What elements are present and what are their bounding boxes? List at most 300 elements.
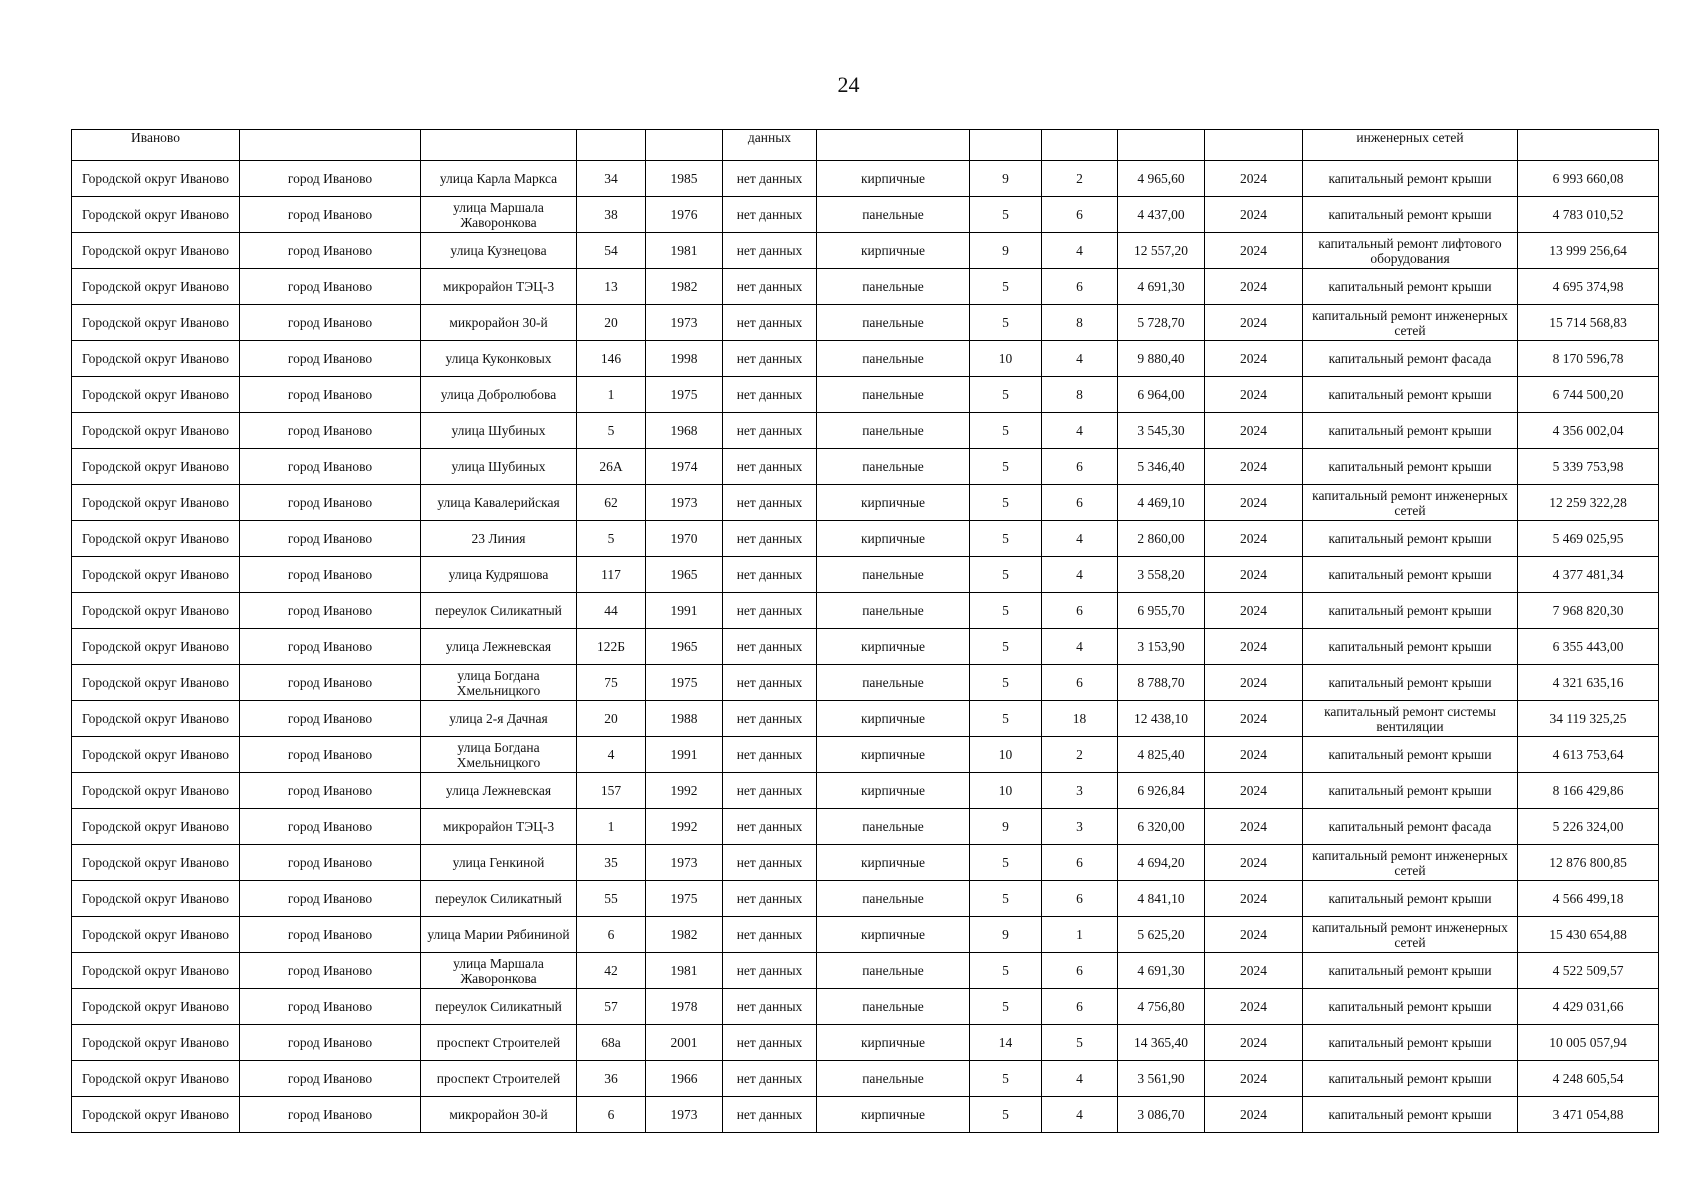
cell-commissioning-year: нет данных bbox=[723, 521, 817, 557]
cell-build-year: 1976 bbox=[646, 197, 723, 233]
cell-house-number: 44 bbox=[577, 593, 646, 629]
cell-entrances: 5 bbox=[1042, 1025, 1118, 1061]
cell-repair-type: капитальный ремонт крыши bbox=[1303, 521, 1518, 557]
cell-commissioning-year: нет данных bbox=[723, 773, 817, 809]
cell-repair-cost bbox=[1518, 130, 1659, 161]
cell-repair-cost: 4 783 010,52 bbox=[1518, 197, 1659, 233]
cell-total-area: 4 965,60 bbox=[1118, 161, 1205, 197]
cell-build-year: 1998 bbox=[646, 341, 723, 377]
cell-repair-cost: 15 714 568,83 bbox=[1518, 305, 1659, 341]
cell-build-year: 1992 bbox=[646, 809, 723, 845]
cell-build-year: 1978 bbox=[646, 989, 723, 1025]
table-row bbox=[72, 1097, 1659, 1133]
cell-street: улица Куконковых bbox=[421, 341, 577, 377]
cell-repair-year: 2024 bbox=[1205, 1061, 1303, 1097]
cell-municipality: Городской округ Иваново bbox=[72, 953, 240, 989]
cell-entrances: 4 bbox=[1042, 629, 1118, 665]
cell-total-area: 4 469,10 bbox=[1118, 485, 1205, 521]
cell-house-number: 117 bbox=[577, 557, 646, 593]
cell-total-area: 5 625,20 bbox=[1118, 917, 1205, 953]
cell-municipality: Городской округ Иваново bbox=[72, 737, 240, 773]
cell-floors: 5 bbox=[970, 845, 1042, 881]
cell-settlement: город Иваново bbox=[240, 953, 421, 989]
cell-entrances: 4 bbox=[1042, 1061, 1118, 1097]
cell-settlement: город Иваново bbox=[240, 737, 421, 773]
cell-commissioning-year: нет данных bbox=[723, 989, 817, 1025]
cell-street: микрорайон ТЭЦ-3 bbox=[421, 269, 577, 305]
cell-municipality: Городской округ Иваново bbox=[72, 593, 240, 629]
cell-municipality: Городской округ Иваново bbox=[72, 845, 240, 881]
cell-floors: 5 bbox=[970, 1097, 1042, 1133]
table-row bbox=[72, 881, 1659, 917]
cell-municipality: Городской округ Иваново bbox=[72, 413, 240, 449]
cell-commissioning-year: нет данных bbox=[723, 233, 817, 269]
cell-floors: 5 bbox=[970, 629, 1042, 665]
cell-total-area: 3 153,90 bbox=[1118, 629, 1205, 665]
cell-wall-material: кирпичные bbox=[817, 233, 970, 269]
cell-repair-year: 2024 bbox=[1205, 1097, 1303, 1133]
table-row bbox=[72, 1061, 1659, 1097]
cell-build-year: 1973 bbox=[646, 305, 723, 341]
cell-floors: 5 bbox=[970, 1061, 1042, 1097]
cell-house-number: 20 bbox=[577, 305, 646, 341]
table-row bbox=[72, 485, 1659, 521]
cell-repair-year: 2024 bbox=[1205, 593, 1303, 629]
cell-total-area: 4 437,00 bbox=[1118, 197, 1205, 233]
cell-repair-cost: 5 339 753,98 bbox=[1518, 449, 1659, 485]
cell-house-number: 55 bbox=[577, 881, 646, 917]
cell-floors: 10 bbox=[970, 773, 1042, 809]
cell-entrances: 6 bbox=[1042, 881, 1118, 917]
cell-total-area: 14 365,40 bbox=[1118, 1025, 1205, 1061]
cell-repair-type: капитальный ремонт крыши bbox=[1303, 665, 1518, 701]
cell-repair-cost: 4 321 635,16 bbox=[1518, 665, 1659, 701]
cell-repair-year: 2024 bbox=[1205, 449, 1303, 485]
cell-house-number: 5 bbox=[577, 413, 646, 449]
cell-house-number: 62 bbox=[577, 485, 646, 521]
cell-street: улица 2-я Дачная bbox=[421, 701, 577, 737]
cell-repair-cost: 12 259 322,28 bbox=[1518, 485, 1659, 521]
cell-house-number: 5 bbox=[577, 521, 646, 557]
cell-repair-year: 2024 bbox=[1205, 377, 1303, 413]
cell-street: улица Кузнецова bbox=[421, 233, 577, 269]
cell-repair-type: капитальный ремонт инженерных сетей bbox=[1303, 305, 1518, 341]
table-row bbox=[72, 521, 1659, 557]
cell-municipality: Городской округ Иваново bbox=[72, 305, 240, 341]
table-row bbox=[72, 377, 1659, 413]
cell-entrances bbox=[1042, 130, 1118, 161]
table-row bbox=[72, 449, 1659, 485]
cell-wall-material: кирпичные bbox=[817, 1025, 970, 1061]
cell-repair-type: капитальный ремонт фасада bbox=[1303, 341, 1518, 377]
cell-build-year: 1975 bbox=[646, 881, 723, 917]
cell-repair-cost: 7 968 820,30 bbox=[1518, 593, 1659, 629]
cell-repair-type: инженерных сетей bbox=[1303, 130, 1518, 161]
cell-floors: 9 bbox=[970, 917, 1042, 953]
cell-municipality: Городской округ Иваново bbox=[72, 665, 240, 701]
table-row bbox=[72, 773, 1659, 809]
table-body bbox=[72, 130, 1659, 1133]
cell-street: улица Кудряшова bbox=[421, 557, 577, 593]
cell-commissioning-year: нет данных bbox=[723, 413, 817, 449]
cell-entrances: 6 bbox=[1042, 953, 1118, 989]
cell-wall-material: панельные bbox=[817, 449, 970, 485]
cell-repair-type: капитальный ремонт инженерных сетей bbox=[1303, 917, 1518, 953]
cell-commissioning-year: нет данных bbox=[723, 197, 817, 233]
cell-commissioning-year: нет данных bbox=[723, 557, 817, 593]
table-row-continued bbox=[72, 130, 1659, 161]
cell-municipality: Городской округ Иваново bbox=[72, 1061, 240, 1097]
cell-commissioning-year: нет данных bbox=[723, 809, 817, 845]
cell-wall-material: кирпичные bbox=[817, 773, 970, 809]
cell-municipality: Городской округ Иваново bbox=[72, 1025, 240, 1061]
cell-build-year: 1974 bbox=[646, 449, 723, 485]
page-number: 24 bbox=[837, 72, 860, 97]
cell-build-year: 1965 bbox=[646, 557, 723, 593]
cell-repair-cost: 4 613 753,64 bbox=[1518, 737, 1659, 773]
cell-municipality: Городской округ Иваново bbox=[72, 233, 240, 269]
cell-entrances: 6 bbox=[1042, 665, 1118, 701]
cell-repair-type: капитальный ремонт крыши bbox=[1303, 1097, 1518, 1133]
cell-repair-year: 2024 bbox=[1205, 773, 1303, 809]
cell-repair-cost: 15 430 654,88 bbox=[1518, 917, 1659, 953]
cell-street: улица Добролюбова bbox=[421, 377, 577, 413]
cell-commissioning-year: нет данных bbox=[723, 593, 817, 629]
cell-floors: 5 bbox=[970, 593, 1042, 629]
cell-commissioning-year: нет данных bbox=[723, 485, 817, 521]
cell-settlement: город Иваново bbox=[240, 701, 421, 737]
cell-commissioning-year: данных bbox=[723, 130, 817, 161]
cell-floors: 5 bbox=[970, 485, 1042, 521]
table-row bbox=[72, 665, 1659, 701]
cell-repair-year: 2024 bbox=[1205, 413, 1303, 449]
cell-repair-type: капитальный ремонт крыши bbox=[1303, 1061, 1518, 1097]
cell-floors: 5 bbox=[970, 305, 1042, 341]
cell-repair-year: 2024 bbox=[1205, 1025, 1303, 1061]
cell-street: 23 Линия bbox=[421, 521, 577, 557]
cell-house-number: 57 bbox=[577, 989, 646, 1025]
cell-repair-cost: 34 119 325,25 bbox=[1518, 701, 1659, 737]
cell-house-number: 38 bbox=[577, 197, 646, 233]
cell-repair-type: капитальный ремонт крыши bbox=[1303, 881, 1518, 917]
cell-municipality: Городской округ Иваново bbox=[72, 269, 240, 305]
cell-commissioning-year: нет данных bbox=[723, 665, 817, 701]
cell-settlement: город Иваново bbox=[240, 413, 421, 449]
cell-municipality: Городской округ Иваново bbox=[72, 161, 240, 197]
cell-total-area: 4 691,30 bbox=[1118, 269, 1205, 305]
table-row bbox=[72, 989, 1659, 1025]
cell-build-year: 1985 bbox=[646, 161, 723, 197]
table-row bbox=[72, 845, 1659, 881]
cell-settlement: город Иваново bbox=[240, 269, 421, 305]
cell-repair-type: капитальный ремонт крыши bbox=[1303, 737, 1518, 773]
cell-repair-year: 2024 bbox=[1205, 953, 1303, 989]
cell-repair-year: 2024 bbox=[1205, 629, 1303, 665]
cell-build-year: 1973 bbox=[646, 845, 723, 881]
cell-entrances: 18 bbox=[1042, 701, 1118, 737]
cell-settlement: город Иваново bbox=[240, 1061, 421, 1097]
cell-repair-cost: 10 005 057,94 bbox=[1518, 1025, 1659, 1061]
cell-build-year: 1981 bbox=[646, 233, 723, 269]
cell-house-number: 42 bbox=[577, 953, 646, 989]
cell-repair-year: 2024 bbox=[1205, 701, 1303, 737]
cell-settlement: город Иваново bbox=[240, 1097, 421, 1133]
cell-repair-cost: 3 471 054,88 bbox=[1518, 1097, 1659, 1133]
cell-house-number: 34 bbox=[577, 161, 646, 197]
cell-repair-year: 2024 bbox=[1205, 989, 1303, 1025]
cell-total-area: 3 086,70 bbox=[1118, 1097, 1205, 1133]
cell-wall-material: панельные bbox=[817, 341, 970, 377]
cell-floors: 5 bbox=[970, 665, 1042, 701]
cell-entrances: 4 bbox=[1042, 521, 1118, 557]
table-row bbox=[72, 629, 1659, 665]
cell-build-year: 1965 bbox=[646, 629, 723, 665]
cell-build-year: 2001 bbox=[646, 1025, 723, 1061]
cell-street: улица Генкиной bbox=[421, 845, 577, 881]
cell-street: проспект Строителей bbox=[421, 1025, 577, 1061]
cell-municipality: Иваново bbox=[72, 130, 240, 161]
cell-settlement: город Иваново bbox=[240, 989, 421, 1025]
cell-commissioning-year: нет данных bbox=[723, 377, 817, 413]
cell-entrances: 6 bbox=[1042, 845, 1118, 881]
cell-municipality: Городской округ Иваново bbox=[72, 521, 240, 557]
cell-total-area: 3 558,20 bbox=[1118, 557, 1205, 593]
cell-settlement: город Иваново bbox=[240, 845, 421, 881]
cell-house-number: 36 bbox=[577, 1061, 646, 1097]
cell-floors: 10 bbox=[970, 737, 1042, 773]
cell-total-area: 6 926,84 bbox=[1118, 773, 1205, 809]
cell-repair-year: 2024 bbox=[1205, 809, 1303, 845]
cell-floors: 5 bbox=[970, 521, 1042, 557]
cell-repair-type: капитальный ремонт крыши bbox=[1303, 377, 1518, 413]
cell-street: микрорайон 30-й bbox=[421, 1097, 577, 1133]
cell-repair-cost: 4 695 374,98 bbox=[1518, 269, 1659, 305]
cell-house-number: 68а bbox=[577, 1025, 646, 1061]
cell-total-area: 12 438,10 bbox=[1118, 701, 1205, 737]
cell-total-area: 2 860,00 bbox=[1118, 521, 1205, 557]
cell-repair-cost: 8 170 596,78 bbox=[1518, 341, 1659, 377]
cell-settlement: город Иваново bbox=[240, 917, 421, 953]
cell-municipality: Городской округ Иваново bbox=[72, 197, 240, 233]
cell-entrances: 4 bbox=[1042, 557, 1118, 593]
cell-municipality: Городской округ Иваново bbox=[72, 629, 240, 665]
cell-wall-material: панельные bbox=[817, 413, 970, 449]
cell-build-year: 1991 bbox=[646, 737, 723, 773]
cell-repair-type: капитальный ремонт крыши bbox=[1303, 449, 1518, 485]
cell-build-year: 1982 bbox=[646, 269, 723, 305]
cell-commissioning-year: нет данных bbox=[723, 1097, 817, 1133]
table-row bbox=[72, 737, 1659, 773]
cell-street: улица Маршала Жаворонкова bbox=[421, 197, 577, 233]
cell-build-year: 1975 bbox=[646, 377, 723, 413]
cell-total-area bbox=[1118, 130, 1205, 161]
cell-wall-material: панельные bbox=[817, 665, 970, 701]
cell-repair-year: 2024 bbox=[1205, 521, 1303, 557]
cell-municipality: Городской округ Иваново bbox=[72, 377, 240, 413]
cell-street: улица Богдана Хмельницкого bbox=[421, 737, 577, 773]
cell-floors: 5 bbox=[970, 701, 1042, 737]
cell-floors: 14 bbox=[970, 1025, 1042, 1061]
cell-wall-material: панельные bbox=[817, 809, 970, 845]
cell-repair-cost: 4 248 605,54 bbox=[1518, 1061, 1659, 1097]
cell-house-number: 35 bbox=[577, 845, 646, 881]
cell-floors: 5 bbox=[970, 377, 1042, 413]
cell-wall-material: кирпичные bbox=[817, 1097, 970, 1133]
cell-repair-type: капитальный ремонт крыши bbox=[1303, 413, 1518, 449]
cell-street: улица Богдана Хмельницкого bbox=[421, 665, 577, 701]
cell-repair-cost: 8 166 429,86 bbox=[1518, 773, 1659, 809]
cell-repair-cost: 4 566 499,18 bbox=[1518, 881, 1659, 917]
housing-repair-table bbox=[71, 129, 1659, 1133]
cell-street: переулок Силикатный bbox=[421, 989, 577, 1025]
cell-total-area: 3 561,90 bbox=[1118, 1061, 1205, 1097]
table-row bbox=[72, 701, 1659, 737]
cell-wall-material: панельные bbox=[817, 305, 970, 341]
cell-repair-year: 2024 bbox=[1205, 233, 1303, 269]
cell-settlement: город Иваново bbox=[240, 233, 421, 269]
cell-wall-material: панельные bbox=[817, 557, 970, 593]
cell-municipality: Городской округ Иваново bbox=[72, 1097, 240, 1133]
cell-entrances: 1 bbox=[1042, 917, 1118, 953]
cell-wall-material: панельные bbox=[817, 989, 970, 1025]
cell-repair-year: 2024 bbox=[1205, 269, 1303, 305]
cell-entrances: 6 bbox=[1042, 989, 1118, 1025]
cell-wall-material: кирпичные bbox=[817, 629, 970, 665]
cell-street: переулок Силикатный bbox=[421, 881, 577, 917]
cell-municipality: Городской округ Иваново bbox=[72, 809, 240, 845]
cell-repair-type: капитальный ремонт крыши bbox=[1303, 629, 1518, 665]
cell-total-area: 4 691,30 bbox=[1118, 953, 1205, 989]
cell-house-number: 122Б bbox=[577, 629, 646, 665]
cell-total-area: 8 788,70 bbox=[1118, 665, 1205, 701]
cell-commissioning-year: нет данных bbox=[723, 737, 817, 773]
cell-wall-material: кирпичные bbox=[817, 737, 970, 773]
cell-wall-material: панельные bbox=[817, 1061, 970, 1097]
table-row bbox=[72, 341, 1659, 377]
cell-settlement bbox=[240, 130, 421, 161]
cell-floors: 5 bbox=[970, 269, 1042, 305]
cell-entrances: 8 bbox=[1042, 305, 1118, 341]
cell-street: улица Кавалерийская bbox=[421, 485, 577, 521]
cell-municipality: Городской округ Иваново bbox=[72, 449, 240, 485]
cell-build-year: 1966 bbox=[646, 1061, 723, 1097]
cell-commissioning-year: нет данных bbox=[723, 881, 817, 917]
cell-entrances: 6 bbox=[1042, 197, 1118, 233]
cell-entrances: 6 bbox=[1042, 449, 1118, 485]
cell-repair-type: капитальный ремонт крыши bbox=[1303, 269, 1518, 305]
cell-repair-type: капитальный ремонт крыши bbox=[1303, 1025, 1518, 1061]
cell-build-year bbox=[646, 130, 723, 161]
cell-house-number: 146 bbox=[577, 341, 646, 377]
cell-settlement: город Иваново bbox=[240, 161, 421, 197]
cell-wall-material: панельные bbox=[817, 269, 970, 305]
cell-house-number: 54 bbox=[577, 233, 646, 269]
cell-build-year: 1970 bbox=[646, 521, 723, 557]
table-row bbox=[72, 917, 1659, 953]
cell-entrances: 3 bbox=[1042, 773, 1118, 809]
cell-street: микрорайон ТЭЦ-3 bbox=[421, 809, 577, 845]
cell-settlement: город Иваново bbox=[240, 773, 421, 809]
cell-settlement: город Иваново bbox=[240, 521, 421, 557]
cell-floors: 9 bbox=[970, 161, 1042, 197]
cell-street: проспект Строителей bbox=[421, 1061, 577, 1097]
cell-repair-type: капитальный ремонт крыши bbox=[1303, 953, 1518, 989]
table-row bbox=[72, 557, 1659, 593]
cell-repair-year: 2024 bbox=[1205, 881, 1303, 917]
cell-repair-type: капитальный ремонт системы вентиляции bbox=[1303, 701, 1518, 737]
cell-repair-cost: 6 355 443,00 bbox=[1518, 629, 1659, 665]
cell-repair-year: 2024 bbox=[1205, 485, 1303, 521]
table-row bbox=[72, 413, 1659, 449]
cell-municipality: Городской округ Иваново bbox=[72, 701, 240, 737]
cell-repair-year: 2024 bbox=[1205, 917, 1303, 953]
cell-repair-type: капитальный ремонт инженерных сетей bbox=[1303, 845, 1518, 881]
cell-commissioning-year: нет данных bbox=[723, 305, 817, 341]
cell-repair-year bbox=[1205, 130, 1303, 161]
cell-municipality: Городской округ Иваново bbox=[72, 341, 240, 377]
cell-wall-material: кирпичные bbox=[817, 521, 970, 557]
cell-floors: 5 bbox=[970, 197, 1042, 233]
cell-build-year: 1988 bbox=[646, 701, 723, 737]
cell-commissioning-year: нет данных bbox=[723, 161, 817, 197]
cell-settlement: город Иваново bbox=[240, 629, 421, 665]
cell-repair-year: 2024 bbox=[1205, 737, 1303, 773]
table-row bbox=[72, 809, 1659, 845]
cell-commissioning-year: нет данных bbox=[723, 1025, 817, 1061]
cell-build-year: 1991 bbox=[646, 593, 723, 629]
cell-repair-year: 2024 bbox=[1205, 665, 1303, 701]
cell-entrances: 2 bbox=[1042, 161, 1118, 197]
cell-build-year: 1973 bbox=[646, 1097, 723, 1133]
table-row bbox=[72, 593, 1659, 629]
cell-settlement: город Иваново bbox=[240, 881, 421, 917]
cell-settlement: город Иваново bbox=[240, 377, 421, 413]
cell-repair-cost: 6 993 660,08 bbox=[1518, 161, 1659, 197]
cell-entrances: 2 bbox=[1042, 737, 1118, 773]
cell-repair-cost: 6 744 500,20 bbox=[1518, 377, 1659, 413]
cell-house-number: 1 bbox=[577, 377, 646, 413]
cell-floors: 9 bbox=[970, 809, 1042, 845]
cell-wall-material: панельные bbox=[817, 953, 970, 989]
cell-house-number: 26А bbox=[577, 449, 646, 485]
cell-repair-year: 2024 bbox=[1205, 845, 1303, 881]
cell-total-area: 4 841,10 bbox=[1118, 881, 1205, 917]
cell-build-year: 1973 bbox=[646, 485, 723, 521]
cell-repair-year: 2024 bbox=[1205, 557, 1303, 593]
cell-street: улица Маршала Жаворонкова bbox=[421, 953, 577, 989]
cell-municipality: Городской округ Иваново bbox=[72, 485, 240, 521]
cell-entrances: 6 bbox=[1042, 485, 1118, 521]
cell-commissioning-year: нет данных bbox=[723, 629, 817, 665]
cell-repair-cost: 5 469 025,95 bbox=[1518, 521, 1659, 557]
cell-build-year: 1981 bbox=[646, 953, 723, 989]
cell-repair-cost: 4 522 509,57 bbox=[1518, 953, 1659, 989]
cell-repair-type: капитальный ремонт фасада bbox=[1303, 809, 1518, 845]
cell-commissioning-year: нет данных bbox=[723, 917, 817, 953]
cell-commissioning-year: нет данных bbox=[723, 269, 817, 305]
cell-street: микрорайон 30-й bbox=[421, 305, 577, 341]
cell-settlement: город Иваново bbox=[240, 809, 421, 845]
cell-house-number: 1 bbox=[577, 809, 646, 845]
cell-street: улица Шубиных bbox=[421, 449, 577, 485]
table-row bbox=[72, 953, 1659, 989]
cell-entrances: 4 bbox=[1042, 341, 1118, 377]
cell-municipality: Городской округ Иваново bbox=[72, 881, 240, 917]
cell-street: улица Лежневская bbox=[421, 773, 577, 809]
table-row bbox=[72, 305, 1659, 341]
cell-wall-material: панельные bbox=[817, 197, 970, 233]
cell-wall-material: панельные bbox=[817, 593, 970, 629]
